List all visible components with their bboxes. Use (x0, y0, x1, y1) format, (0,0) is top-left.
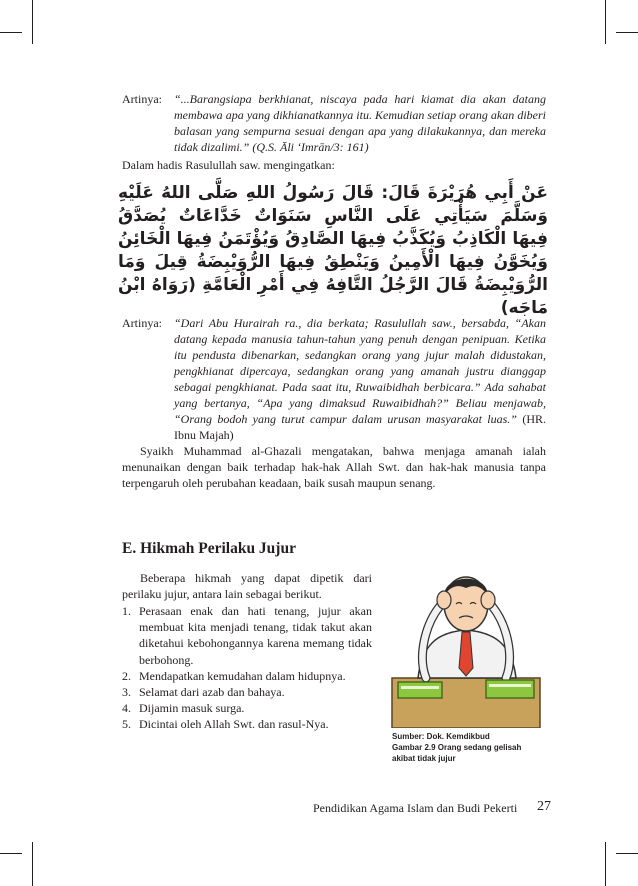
list-item: 3. Selamat dari azab dan bahaya. (122, 685, 285, 700)
worried-man-illustration (388, 566, 544, 728)
crop-mark (616, 853, 638, 854)
caption-line-2: akibat tidak jujur (392, 754, 456, 763)
crop-mark (605, 0, 606, 44)
list-item: 2. Mendapatkan kemudahan dalam hidupnya. (122, 668, 346, 683)
footer-book-title: Pendidikan Agama Islam dan Budi Pekerti (313, 801, 518, 815)
crop-mark (0, 853, 22, 854)
quran-translation: “...Barangsiapa berkhianat, niscaya pada hari kiamat dia akan datang membawa apa yang dikhianatkannya itu. Kemudian setiap orang akan diberi balasan yang sempurna sesuai dengan apa yang dilakukannya, dan mereka tidak dizalimi.” (Q.S. Āli ‘Imrān/3: 161) (174, 92, 546, 154)
list-item: 5. Dicintai oleh Allah Swt. dan rasul-Nya. (122, 717, 329, 732)
hadith-source: (HR. Ibnu Majah) (174, 412, 547, 442)
artinya-label-1: Artinya: (122, 92, 162, 106)
hadith-intro: Dalam hadis Rasulullah saw. mengingatkan: (122, 158, 335, 172)
crop-mark (605, 842, 606, 886)
figure-caption (392, 731, 521, 764)
list-item: 1. Perasaan enak dan hati tenang, jujur akan membuat kita menjadi tenang, tidak takut akan diketahui kebohongannya karena memang tidak berbohong. (122, 604, 372, 667)
crop-mark (0, 32, 22, 33)
hadith-translation (174, 315, 546, 443)
hadith-translation-text: “Dari Abu Hurairah ra., dia berkata; Rasulullah saw., bersabda, “Akan datang kepada manusia tahun-tahun yang penuh dengan penipuan. Ketika itu pendusta dibenarkan, sedangkan orang yang jujur malah didustakan, pengkhianat dipercaya, sedangkan orang yang amanah justru dianggap sebagai pengkhianat. Pada saat itu, Ruwaibidhah berbicara.” Ada sahabat yang bertanya, “Apa yang dimaksud Ruwaibidhah?” Beliau menjawab, “Orang bodoh yang turut campur dalam urusan masyarakat luas.” (174, 316, 546, 426)
caption-line-1: Gambar 2.9 Orang sedang gelisah (392, 743, 522, 752)
crop-mark (616, 32, 638, 33)
crop-mark (32, 842, 33, 886)
hikmah-list (122, 603, 372, 733)
list-item: 4. Dijamin masuk surga. (122, 701, 245, 716)
section-intro: Beberapa hikmah yang dapat dipetik dari perilaku jujur, antara lain sebagai berikut. (122, 571, 372, 602)
arabic-hadith: عَنْ أَبِي هُرَيْرَةَ قَالَ: قَالَ رَسُولُ اللهِ صَلَّى اللهُ عَلَيْهِ وَسَلَّمَ سَيَأْتِي عَلَى النَّاسِ سَنَوَاتٌ خَدَّاعَاتٌ يُصَدَّقُ فِيهَا الْكَاذِبُ وَيُكَذَّبُ فِيهَا الصَّادِقُ وَيُؤْتَمَنُ فِيهَا الْخَائِنُ وَيُخَوَّنُ فِيهَا الْأَمِينُ وَيَنْطِقُ فِيهَا الرُّوَيْبِضَةُ قِيلَ وَمَا الرُّوَيْبِضَةُ قَالَ الرَّجُلُ التَّافِهُ فِي أَمْرِ الْعَامَّةِ (رَوَاهُ ابْنُ مَاجَه) (118, 183, 548, 318)
artinya-label-2: Artinya: (122, 316, 162, 330)
crop-mark (32, 0, 33, 44)
ghazali-paragraph: Syaikh Muhammad al-Ghazali mengatakan, bahwa menjaga amanah ialah menunaikan dengan baik terhadap hak-hak Allah Swt. dan hak-hak manusia tanpa terpengaruh oleh perubahan keadaan, baik susah maupun senang. (122, 444, 546, 491)
page-number: 27 (537, 799, 551, 814)
section-heading: E. Hikmah Perilaku Jujur (122, 540, 296, 557)
caption-source: Sumber: Dok. Kemdikbud (392, 732, 490, 741)
